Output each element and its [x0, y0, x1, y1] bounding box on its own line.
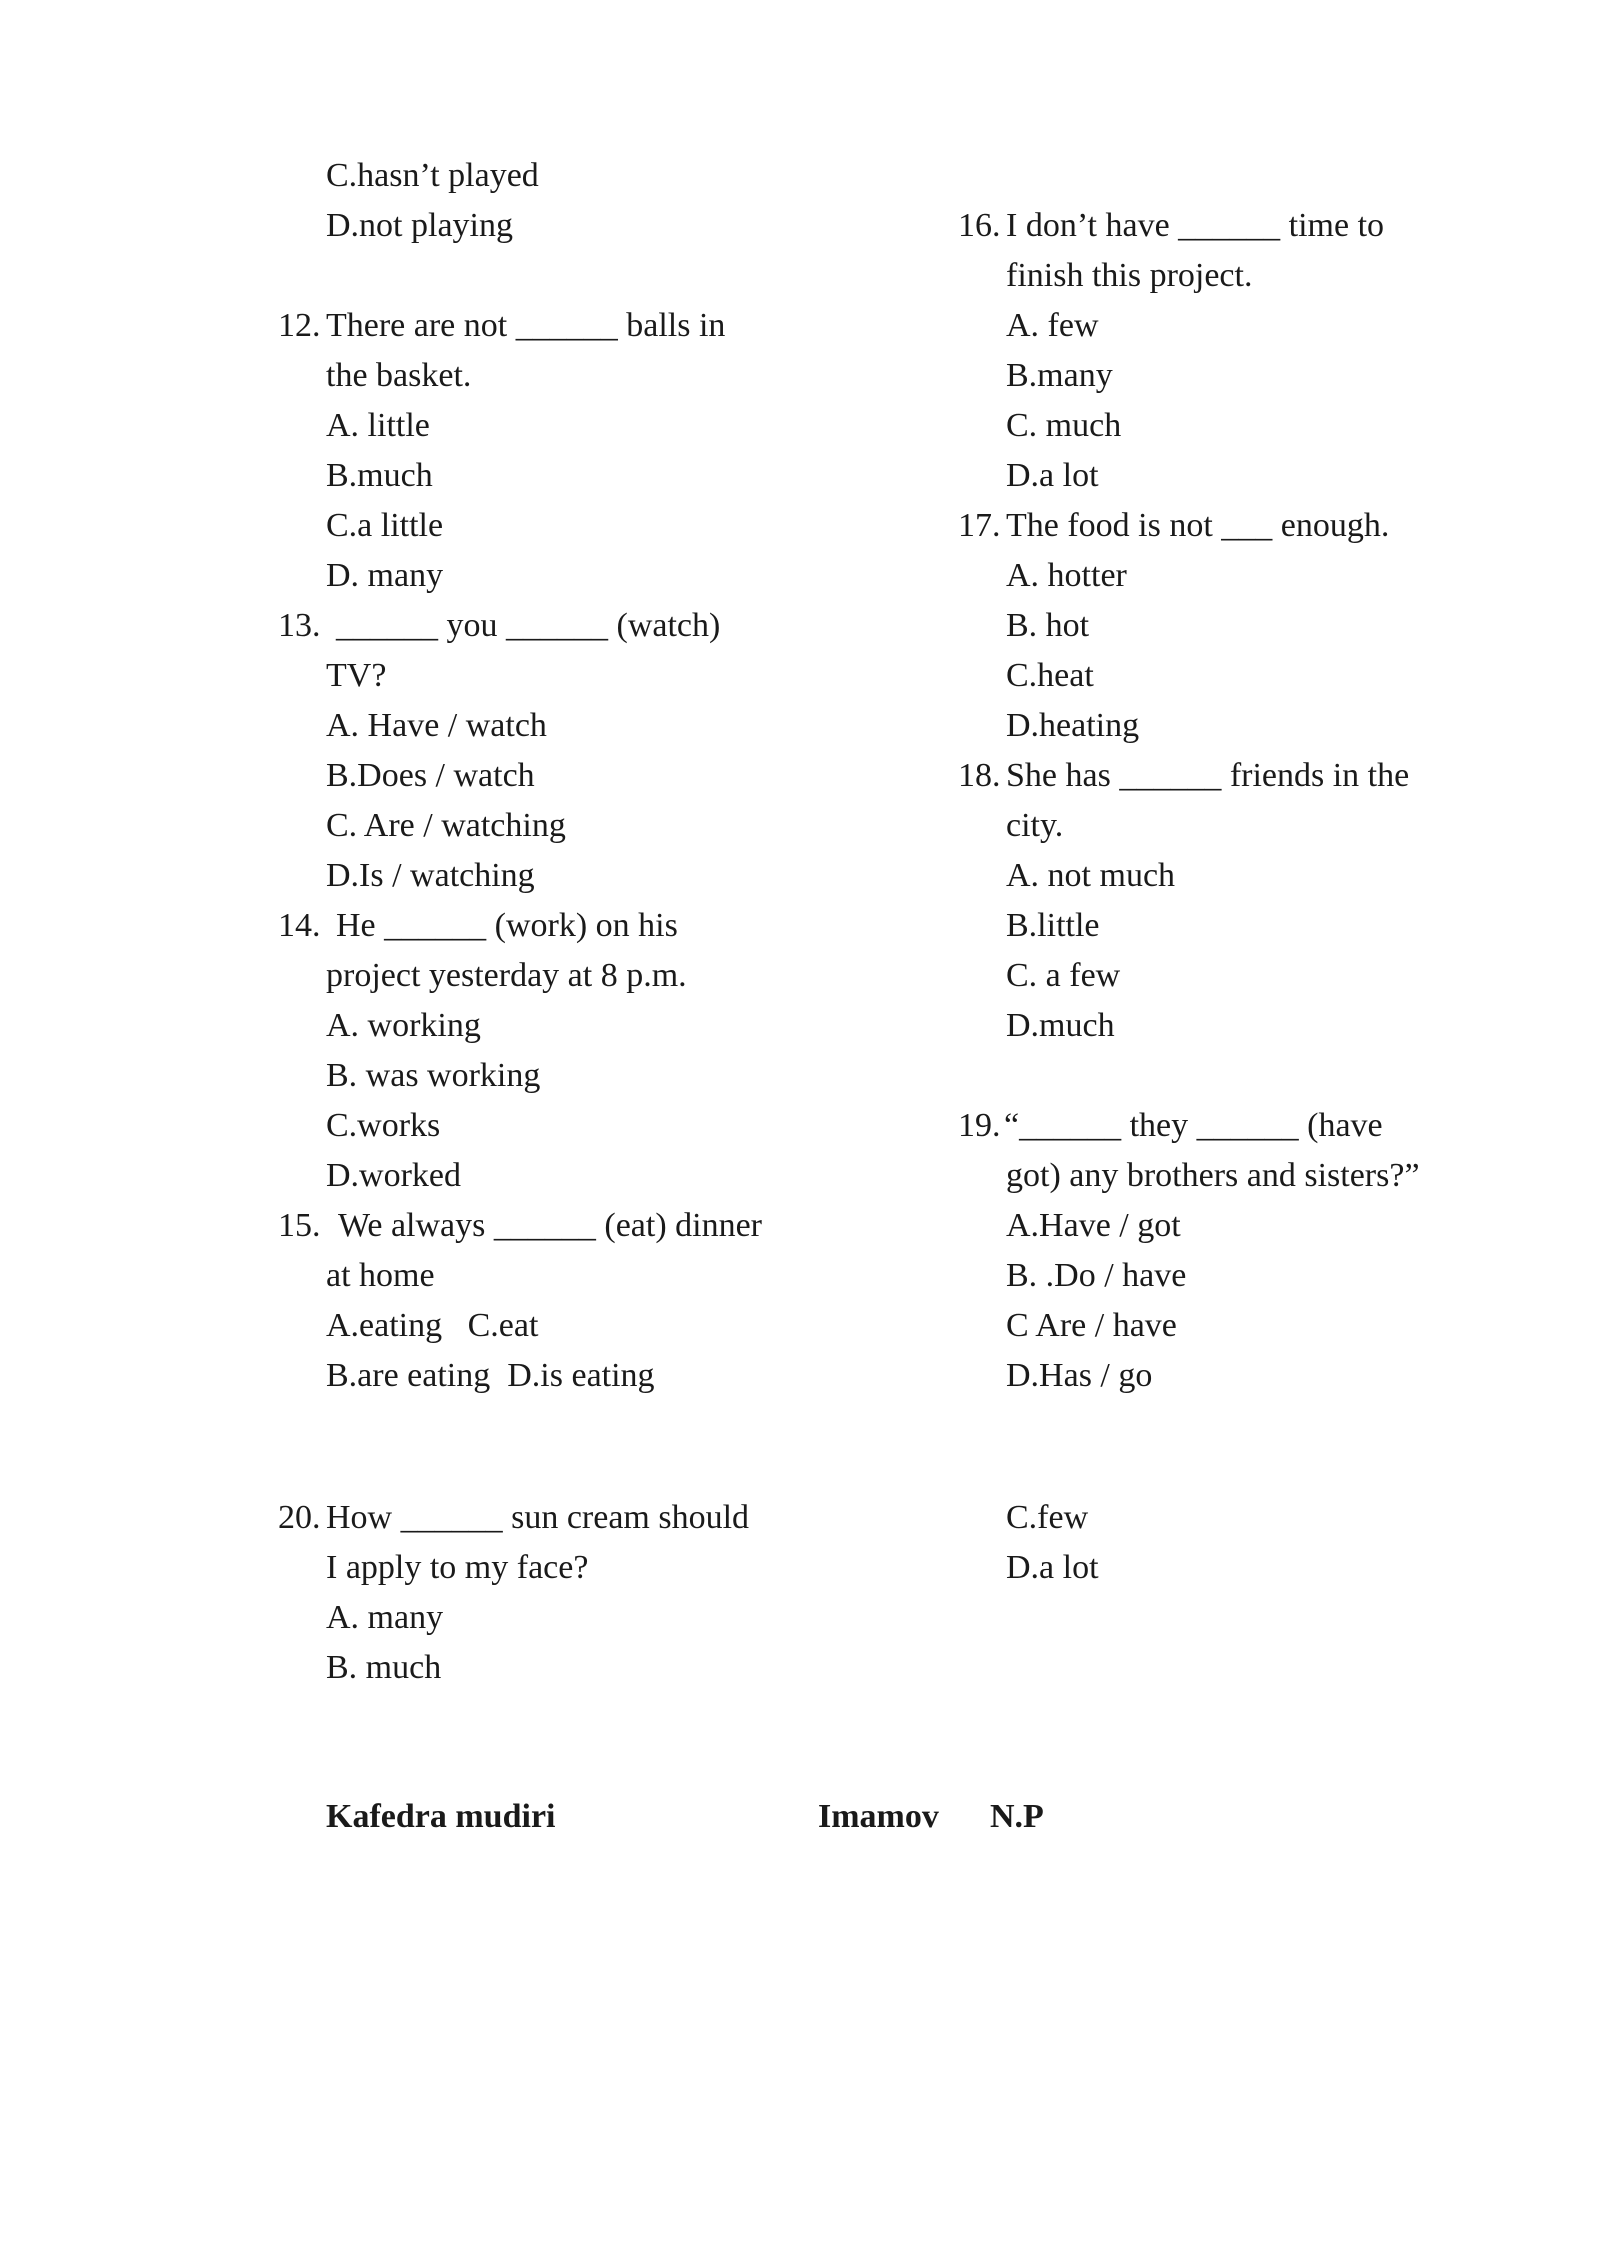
q13-text-cont: TV?	[326, 657, 387, 694]
q13-option-c: C. Are / watching	[326, 807, 566, 844]
q20-option-d: D.a lot	[1006, 1549, 1099, 1586]
q16-option-d: D.a lot	[1006, 457, 1099, 494]
q20-text: How ______ sun cream should	[326, 1499, 750, 1536]
q11-option-d: D.not playing	[326, 207, 513, 244]
q14-text: He ______ (work) on his	[336, 907, 678, 944]
q12-option-c: C.a little	[326, 507, 444, 544]
q18-text-cont: city.	[1006, 807, 1064, 844]
q12-text-cont: the basket.	[326, 357, 472, 394]
q18-number: 18.	[958, 757, 1001, 794]
q17-option-a: A. hotter	[1006, 557, 1127, 594]
q16-number: 16.	[958, 207, 1001, 244]
q18-option-d: D.much	[1006, 1007, 1115, 1044]
q14-number: 14.	[278, 907, 321, 944]
q16-option-b: B.many	[1006, 357, 1113, 394]
q20-option-a: A. many	[326, 1599, 444, 1636]
q13-option-d: D.Is / watching	[326, 857, 535, 894]
q14-option-b: B. was working	[326, 1057, 541, 1094]
q17-option-c: C.heat	[1006, 657, 1094, 694]
q20-text-cont: I apply to my face?	[326, 1549, 589, 1586]
q15-text: We always ______ (eat) dinner	[338, 1207, 763, 1244]
q19-number: 19.	[958, 1107, 1001, 1144]
q12-number: 12.	[278, 307, 321, 344]
q16-text: I don’t have ______ time to	[1006, 207, 1385, 244]
q15-options-row2: B.are eating D.is eating	[326, 1357, 655, 1394]
q20-option-b: B. much	[326, 1649, 442, 1686]
q19-option-c: C Are / have	[1006, 1307, 1177, 1344]
q12-text: There are not ______ balls in	[326, 307, 726, 344]
q18-text: She has ______ friends in the	[1006, 757, 1410, 794]
q18-option-b: B.little	[1006, 907, 1100, 944]
signature-surname: Imamov	[818, 1798, 939, 1835]
q17-option-b: B. hot	[1006, 607, 1090, 644]
q12-option-a: A. little	[326, 407, 430, 444]
q16-text-cont: finish this project.	[1006, 257, 1253, 294]
q18-option-c: C. a few	[1006, 957, 1121, 994]
q11-option-c: C.hasn’t played	[326, 157, 539, 194]
q17-number: 17.	[958, 507, 1001, 544]
q18-option-a: A. not much	[1006, 857, 1176, 894]
q13-option-b: B.Does / watch	[326, 757, 535, 794]
q14-option-c: C.works	[326, 1107, 441, 1144]
q20-number: 20.	[278, 1499, 321, 1536]
q13-number: 13.	[278, 607, 321, 644]
q19-option-d: D.Has / go	[1006, 1357, 1153, 1394]
q19-option-a: A.Have / got	[1006, 1207, 1181, 1244]
q13-option-a: A. Have / watch	[326, 707, 547, 744]
q14-option-a: A. working	[326, 1007, 481, 1044]
q20-option-c: C.few	[1006, 1499, 1089, 1536]
q13-text: ______ you ______ (watch)	[336, 607, 721, 644]
q15-text-cont: at home	[326, 1257, 435, 1294]
q14-text-cont: project yesterday at 8 p.m.	[326, 957, 687, 994]
q16-option-c: C. much	[1006, 407, 1122, 444]
q15-number: 15.	[278, 1207, 321, 1244]
q19-option-b: B. .Do / have	[1006, 1257, 1187, 1294]
q15-options-row1: A.eating C.eat	[326, 1307, 539, 1344]
q19-text-cont: got) any brothers and sisters?”	[1006, 1157, 1420, 1194]
q12-option-d: D. many	[326, 557, 444, 594]
signature-initials: N.P	[990, 1798, 1044, 1835]
q17-option-d: D.heating	[1006, 707, 1140, 744]
q16-option-a: A. few	[1006, 307, 1099, 344]
signature-title: Kafedra mudiri	[326, 1798, 556, 1835]
q19-text: “______ they ______ (have	[1004, 1107, 1383, 1144]
q12-option-b: B.much	[326, 457, 433, 494]
q14-option-d: D.worked	[326, 1157, 462, 1194]
q17-text: The food is not ___ enough.	[1006, 507, 1390, 544]
